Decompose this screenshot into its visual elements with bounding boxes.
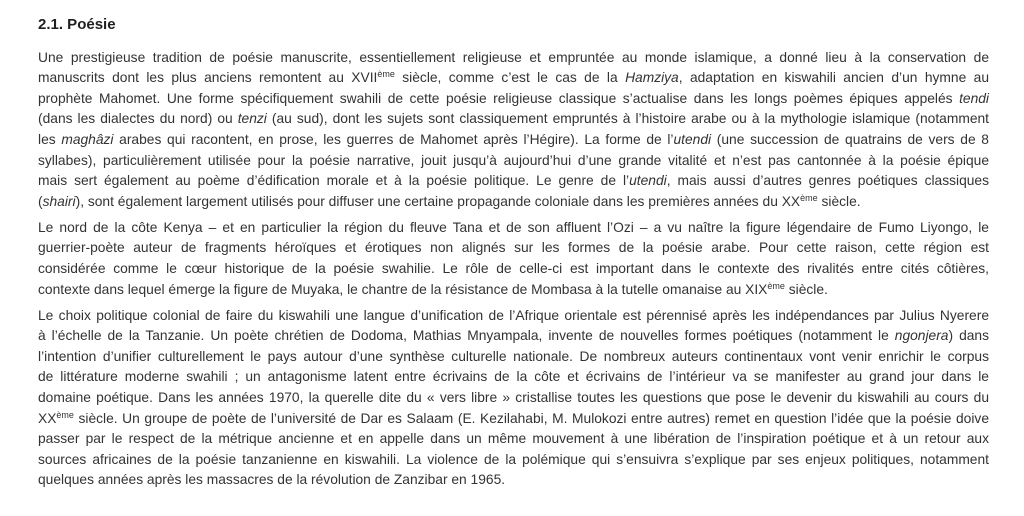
italic-term: utendi — [673, 132, 712, 148]
paragraph — [38, 218, 989, 300]
text-run: passer par le respect de la métrique ancienne et en appelle dans un même mouvement à une libération de l’inspiration poétique et à un retour aux — [38, 431, 989, 447]
text-line — [38, 68, 989, 89]
italic-term: tendi — [959, 90, 989, 106]
text-run: considérée comme le cœur historique de la poésie swahilie. Le rôle de celle-ci est important dans le contexte des rivalités entre cités côtières, — [38, 261, 989, 277]
text-line — [38, 192, 989, 213]
text-run: domaine poétique. Dans les années 1970, la querelle dite du « vers libre » cristallise toutes les questions que pose le devenir du kiswahili au cours du — [38, 389, 989, 405]
italic-term: shairi — [42, 193, 76, 209]
text-run: ( — [38, 193, 43, 209]
superscript: ème — [800, 192, 818, 203]
text-line — [38, 367, 989, 388]
text-line — [38, 450, 989, 471]
text-line — [38, 171, 989, 192]
text-run: quelques années après les massacres de la révolution de Zanzibar en 1965. — [38, 472, 506, 488]
text-run: ) dans — [948, 328, 989, 344]
text-line — [38, 218, 989, 239]
text-run: siècle. Un groupe de poète de l’université de Dar es Salaam (E. Kezilahabi, M. Mulokozi entre autres) remet en question l’idée que la poésie doive — [73, 410, 989, 426]
text-run: à l’échelle de la Tanzanie. Un poète chrétien de Dodoma, Mathias Mnyampala, invente de nouvelles formes poétiques (notamment le — [38, 328, 895, 344]
text-line — [38, 109, 989, 130]
text-line — [38, 409, 989, 430]
text-run: siècle. — [784, 281, 828, 297]
superscript: ème — [377, 69, 395, 80]
text-line — [38, 130, 989, 151]
text-run: l’intention d’unifier culturellement le pays autour d’une synthèse culturelle nationale. De nombreux auteurs continentaux vont venir enrichir le corpus — [38, 348, 989, 364]
text-run: , mais aussi d’autres genres poétiques classiques — [666, 173, 989, 189]
text-run: guerrier-poète auteur de fragments héroïques et érotiques non alignés sur les formes de la poésie arabe. Pour cette raison, cette région est — [38, 240, 989, 256]
text-run: sources africaines de la poésie tanzanienne en kiswahili. La violence de la polémique qui s’ensuivra s’explique par ses enjeux politiques, notamment — [38, 451, 989, 467]
text-run: manuscrits dont les plus anciens remontent au XVII — [38, 70, 378, 86]
text-line — [38, 89, 989, 110]
text-line — [38, 429, 989, 450]
text-run: syllabes), particulièrement utilisée pour la poésie narrative, jouit jusqu’à aujourd’hui d’une grande vitalité et n’est pas cantonnée à la poésie épique — [38, 152, 989, 168]
text-line — [38, 306, 989, 327]
text-run: (dans les dialectes du nord) ou — [38, 111, 238, 127]
text-run: siècle, comme c’est le cas de la — [394, 70, 626, 86]
text-run: siècle. — [817, 193, 861, 209]
text-line — [38, 48, 989, 69]
text-run: Une prestigieuse tradition de poésie manuscrite, essentiellement religieuse et empruntée au monde islamique, a donné lieu à la conservation de — [38, 49, 989, 65]
italic-term: Hamziya — [625, 70, 679, 86]
text-run: ), sont également largement utilisés pour diffuser une certaine propagande coloniale dans les premières années du XX — [75, 193, 801, 209]
italic-term: utendi — [629, 173, 667, 189]
italic-term: maghâzi — [61, 132, 114, 148]
text-run: (une succession de quatrains de vers de 8 — [711, 132, 989, 148]
text-run: Le nord de la côte Kenya – et en particulier la région du fleuve Tana et de son affluent l’Ozi – a vu naître la figure légendaire de Fumo Liyongo, le — [38, 219, 989, 235]
text-line — [38, 326, 989, 347]
section-heading: 2.1. Poésie — [38, 16, 116, 33]
italic-term: ngonjera — [894, 328, 949, 344]
text-run: prophète Mahomet. Une forme spécifiquement swahili de cette poésie religieuse classique s’actualise dans les longs poèmes épiques appelés — [38, 90, 960, 106]
text-run: (au sud), dont les sujets sont classiquement empruntés à l’histoire arabe ou à la mythologie islamique (notamment — [266, 111, 989, 127]
text-run: les — [38, 132, 62, 148]
section-body — [38, 48, 989, 497]
text-line — [38, 259, 989, 280]
text-line — [38, 347, 989, 368]
text-run: contexte dans lequel émerge la figure de Muyaka, le chantre de la résistance de Mombasa à la tutelle omanaise au XIX — [38, 281, 768, 297]
text-run: arabes qui racontent, en prose, les guerres de Mahomet après l’Hégire). La forme de l’ — [113, 132, 674, 148]
text-line — [38, 388, 989, 409]
text-line — [38, 151, 989, 172]
text-line — [38, 280, 989, 301]
text-run: , adaptation en kiswahili ancien d’un hymne au — [678, 70, 989, 86]
text-line — [38, 238, 989, 259]
text-run: XX — [38, 410, 57, 426]
superscript: ème — [56, 409, 74, 420]
paragraph — [38, 48, 989, 213]
text-line — [38, 470, 989, 491]
text-run: de littérature moderne swahili ; un antagonisme latent entre écrivains de la côte et écrivains de l’intérieur va se manifester au grand jour dans le — [38, 369, 989, 385]
superscript: ème — [767, 280, 785, 291]
paragraph — [38, 306, 989, 491]
italic-term: tenzi — [237, 111, 267, 127]
text-run: mais sert également au poème d’édification morale et à la poésie politique. Le genre de l’ — [38, 173, 630, 189]
text-run: Le choix politique colonial de faire du kiswahili une langue d’unification de l’Afrique orientale est pérennisé après les indépendances par Julius Nyerere — [38, 307, 989, 323]
